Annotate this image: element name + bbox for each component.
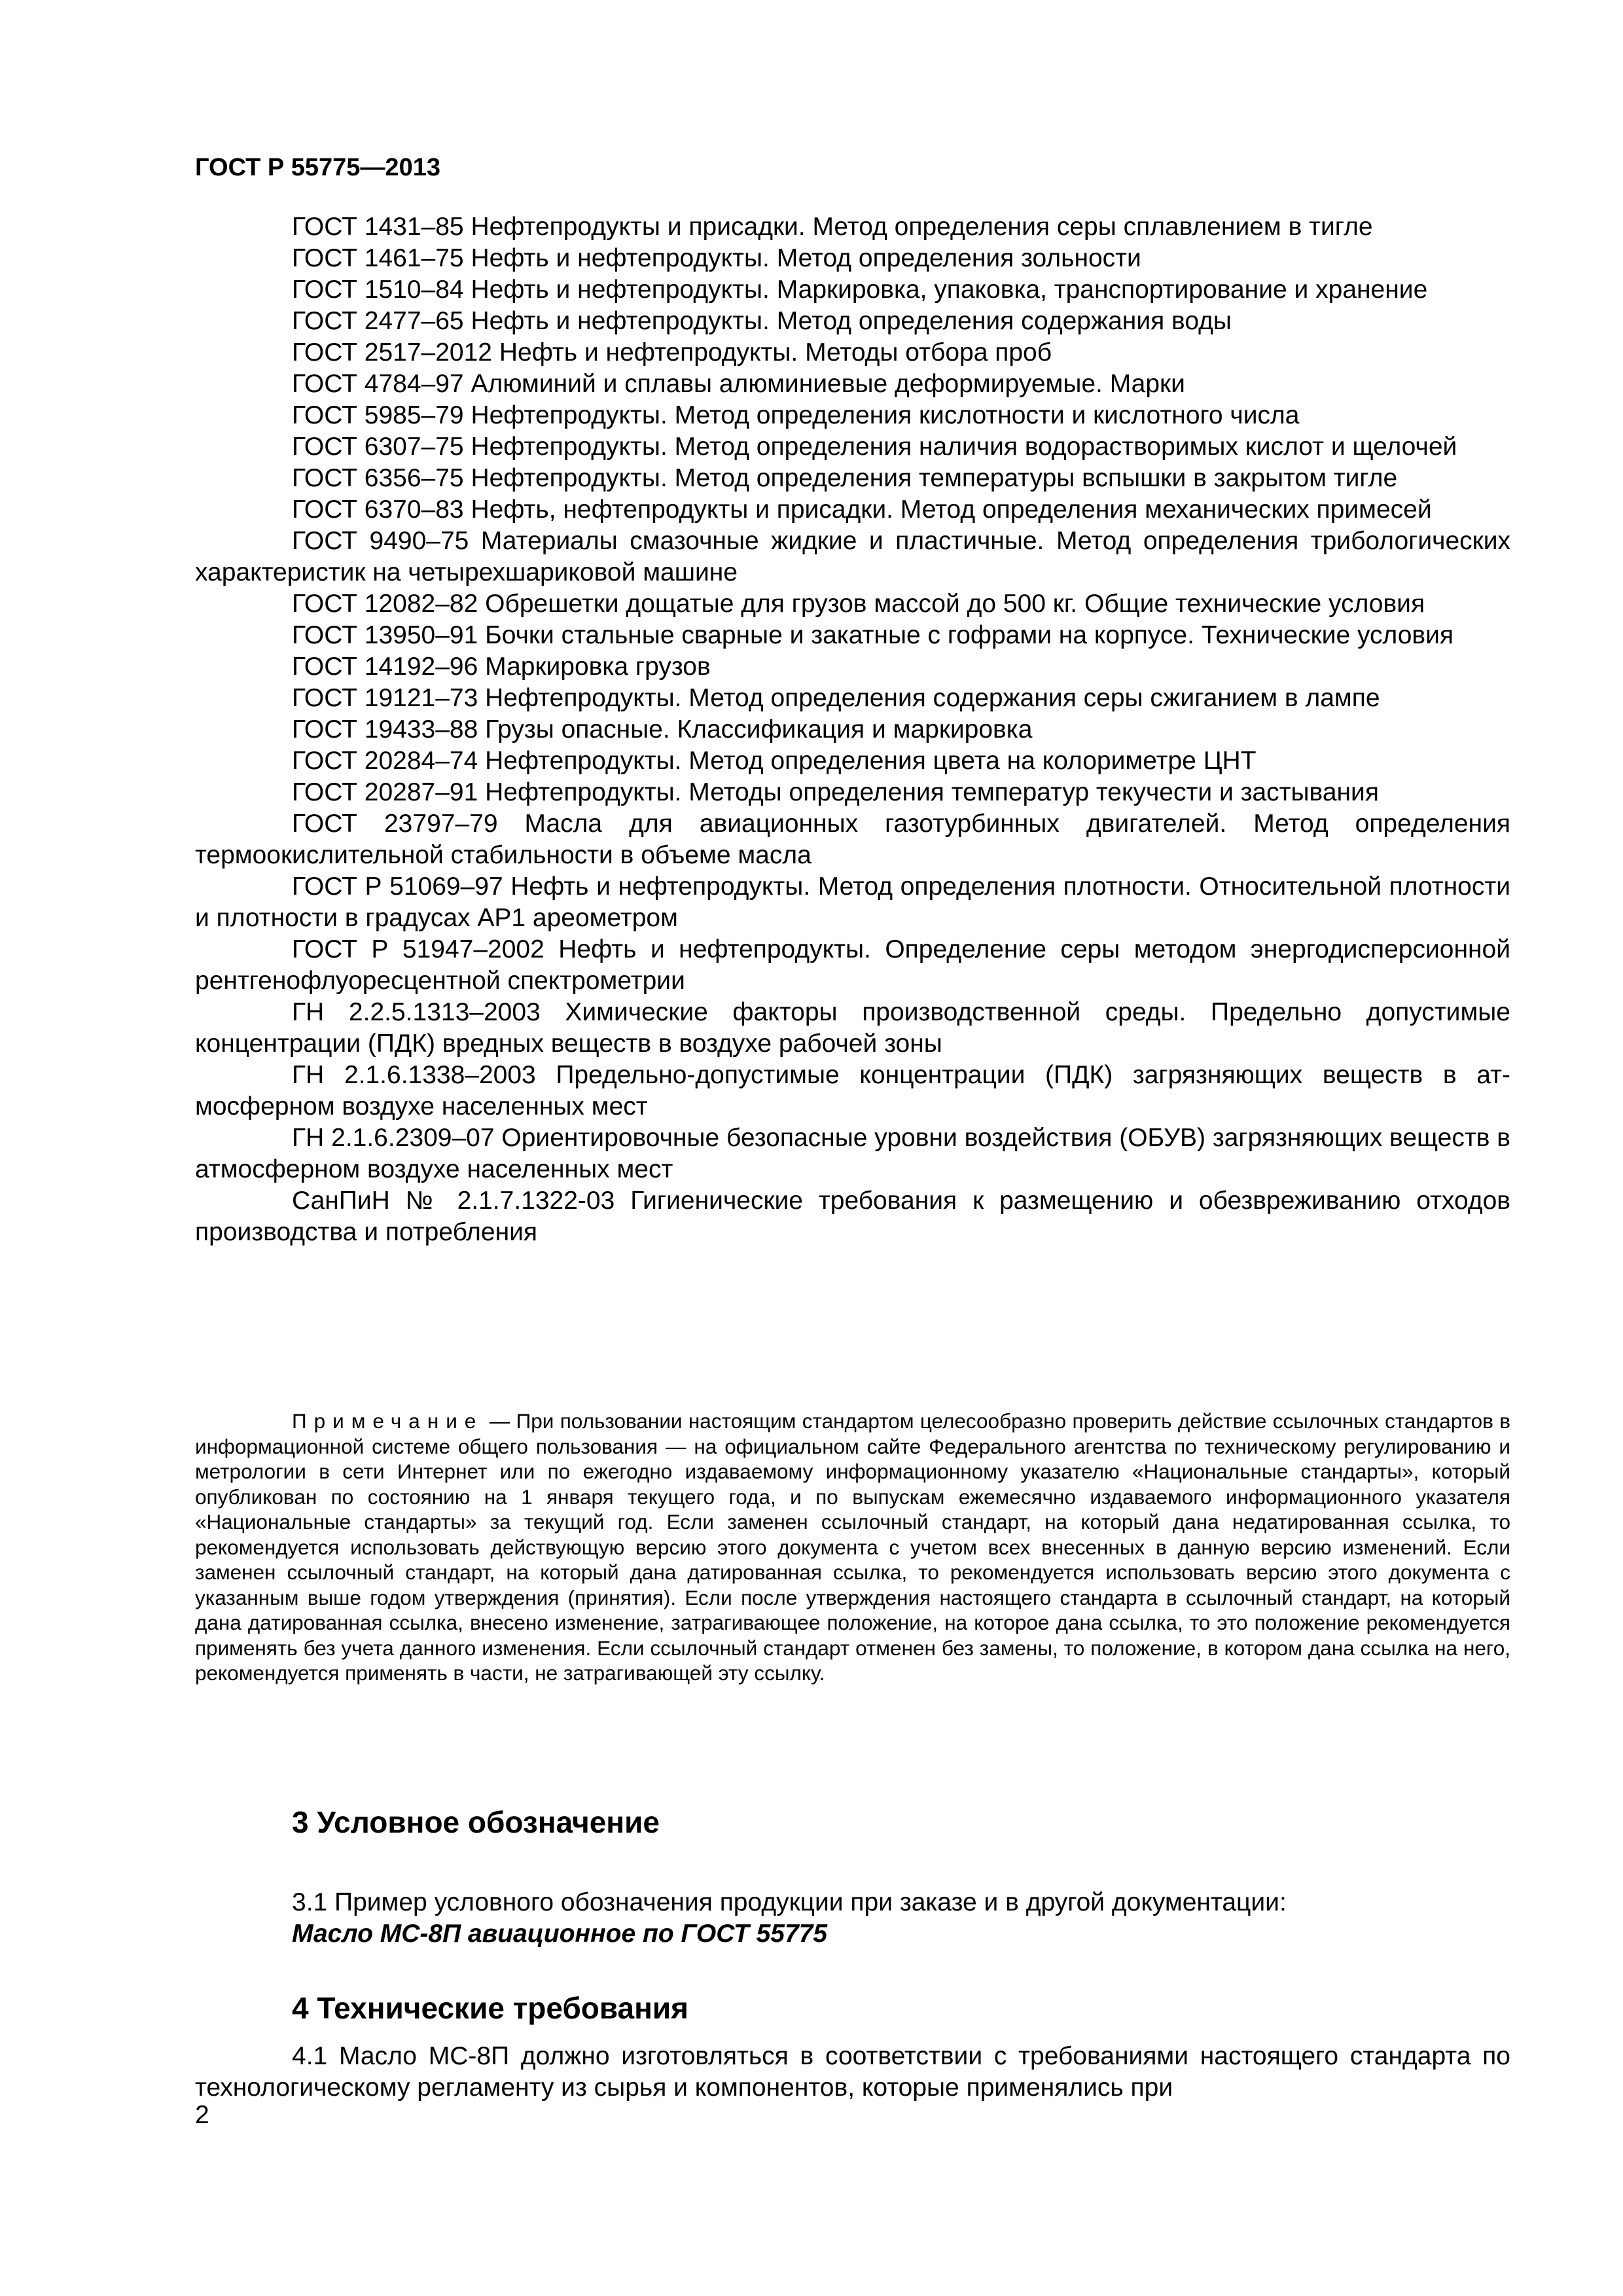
reference-item: ГН 2.1.6.2309–07 Ориентировочные безопасные уровни воздействия (ОБУВ) загрязняющих веществ в атмосферном воздухе населенных мест	[195, 1124, 1510, 1183]
reference-item: ГОСТ 1510–84 Нефть и нефтепродукты. Маркировка, упаковка, транспортирование и хранение	[292, 276, 1428, 304]
reference-item: ГОСТ 5985–79 Нефтепродукты. Метод определения кислотности и кислотного числа	[292, 401, 1300, 429]
note-text: — При пользовании настоящим стандартом целесообразно проверить действие ссылочных стандартов в информационной системе общего пользования — на официальном сайте Федерального агентства по техническому регулированию и метрологии в сети Интернет или по ежегодно издаваемому информационному указателю «Национальные стандарты», который опубликован по состоянию на 1 января текущего года, и по выпускам ежемесячно издаваемого информационного указателя «Национальные стандарты» за текущий год. Если заменен ссылочный стандарт, на который дана недатированная ссылка, то рекомендуется использовать действующую версию этого документа с учетом всех внесенных в данную версию изменений. Если заменен ссылочный стандарт, на который дана датированная ссылка, то рекомендуется использовать версию этого документа с указанным выше годом утверждения (принятия). Если после утверждения настоящего стандарта в ссылочный стандарт, на который дана датированная ссылка, внесено изменение, затрагивающее положение, на которое дана ссылка, то это положение рекомендуется применять без учета данного изменения. Если ссылочный стандарт отменен без замены, то положение, в котором дана ссылка на него, рекомендуется применять в части, не затрагивающей эту ссылку.	[195, 1409, 1510, 1685]
reference-item: ГОСТ 6307–75 Нефтепродукты. Метод определения наличия водорастворимых кислот и щелочей	[292, 433, 1457, 461]
reference-item: ГОСТ 20287–91 Нефтепродукты. Методы определения температур текучести и застывания	[292, 778, 1379, 806]
note-paragraph	[195, 1408, 1510, 1686]
reference-item: ГОСТ 19121–73 Нефтепродукты. Метод определения содержания серы сжиганием в лампе	[292, 684, 1380, 712]
reference-list	[195, 211, 1510, 1248]
reference-item: ГОСТ 12082–82 Обрешетки дощатые для грузов массой до 500 кг. Общие технические условия	[292, 590, 1425, 618]
designation-example: Масло МС-8П авиационное по ГОСТ 55775	[292, 1920, 828, 1948]
reference-item: ГОСТ 14192–96 Маркировка грузов	[292, 653, 711, 681]
section-3-paragraph	[195, 1887, 1510, 1950]
reference-item: СанПиН № 2.1.7.1322-03 Гигиенические требования к размещению и обезвреживанию отходов производства и потребления	[195, 1187, 1510, 1246]
reference-item: ГОСТ 6356–75 Нефтепродукты. Метод определения температуры вспышки в закрытом тигле	[292, 464, 1398, 492]
reference-item: ГОСТ 23797–79 Масла для авиационных газотурбинных двигателей. Метод определения термоокислительной стабильности в объеме масла	[195, 810, 1510, 869]
note-label: Примечание	[292, 1409, 484, 1433]
reference-item: ГОСТ 20284–74 Нефтепродукты. Метод определения цвета на колориметре ЦНТ	[292, 747, 1257, 775]
reference-item: ГОСТ Р 51069–97 Нефть и нефтепродукты. Метод определения плотности. Относительной плотности и плотности в градусах АР1 ареометром	[195, 872, 1510, 932]
reference-item: ГН 2.1.6.1338–2003 Предельно-допустимые концентрации (ПДК) загрязняющих веществ в атмосферном воздухе населенных мест	[195, 1061, 1510, 1121]
reference-item: ГОСТ 2477–65 Нефть и нефтепродукты. Метод определения содержания воды	[292, 307, 1232, 335]
reference-item: ГОСТ 4784–97 Алюминий и сплавы алюминиевые деформируемые. Марки	[292, 370, 1185, 398]
designation-intro: 3.1 Пример условного обозначения продукции при заказе и в другой документации:	[292, 1888, 1287, 1916]
page-number: 2	[195, 2101, 209, 2129]
document-code: ГОСТ Р 55775—2013	[195, 154, 440, 181]
section-4-title: 4 Технические требования	[292, 1991, 688, 2025]
reference-item: ГОСТ Р 51947–2002 Нефть и нефтепродукты. Определение серы методом энергодисперсионной рентгенофлуоресцентной спектрометрии	[195, 935, 1510, 995]
reference-item: ГОСТ 19433–88 Грузы опасные. Классификация и маркировка	[292, 715, 1033, 744]
reference-item: ГОСТ 1431–85 Нефтепродукты и присадки. Метод определения серы сплавлением в тигле	[292, 213, 1373, 241]
reference-item: ГОСТ 13950–91 Бочки стальные сварные и закатные с гофрами на корпусе. Технические условия	[292, 621, 1454, 649]
reference-item: ГОСТ 2517–2012 Нефть и нефтепродукты. Методы отбора проб	[292, 338, 1052, 367]
reference-item: ГОСТ 1461–75 Нефть и нефтепродукты. Метод определения зольности	[292, 244, 1141, 272]
section-3-title: 3 Условное обозначение	[292, 1805, 660, 1839]
reference-item: ГОСТ 6370–83 Нефть, нефтепродукты и присадки. Метод определения механических примесей	[292, 495, 1432, 524]
reference-item: ГОСТ 9490–75 Материалы смазочные жидкие и пластичные. Метод определения трибологических характеристик на четырехшариковой машине	[195, 527, 1510, 586]
reference-item: ГН 2.2.5.1313–2003 Химические факторы производственной среды. Предельно допустимые концентрации (ПДК) вредных веществ в воздухе рабочей зоны	[195, 998, 1510, 1058]
section-4-paragraph: 4.1 Масло МС-8П должно изготовляться в соответствии с требованиями настоящего стандарта по технологическому регламенту из сырья и компонентов, которые применялись при	[195, 2042, 1510, 2102]
